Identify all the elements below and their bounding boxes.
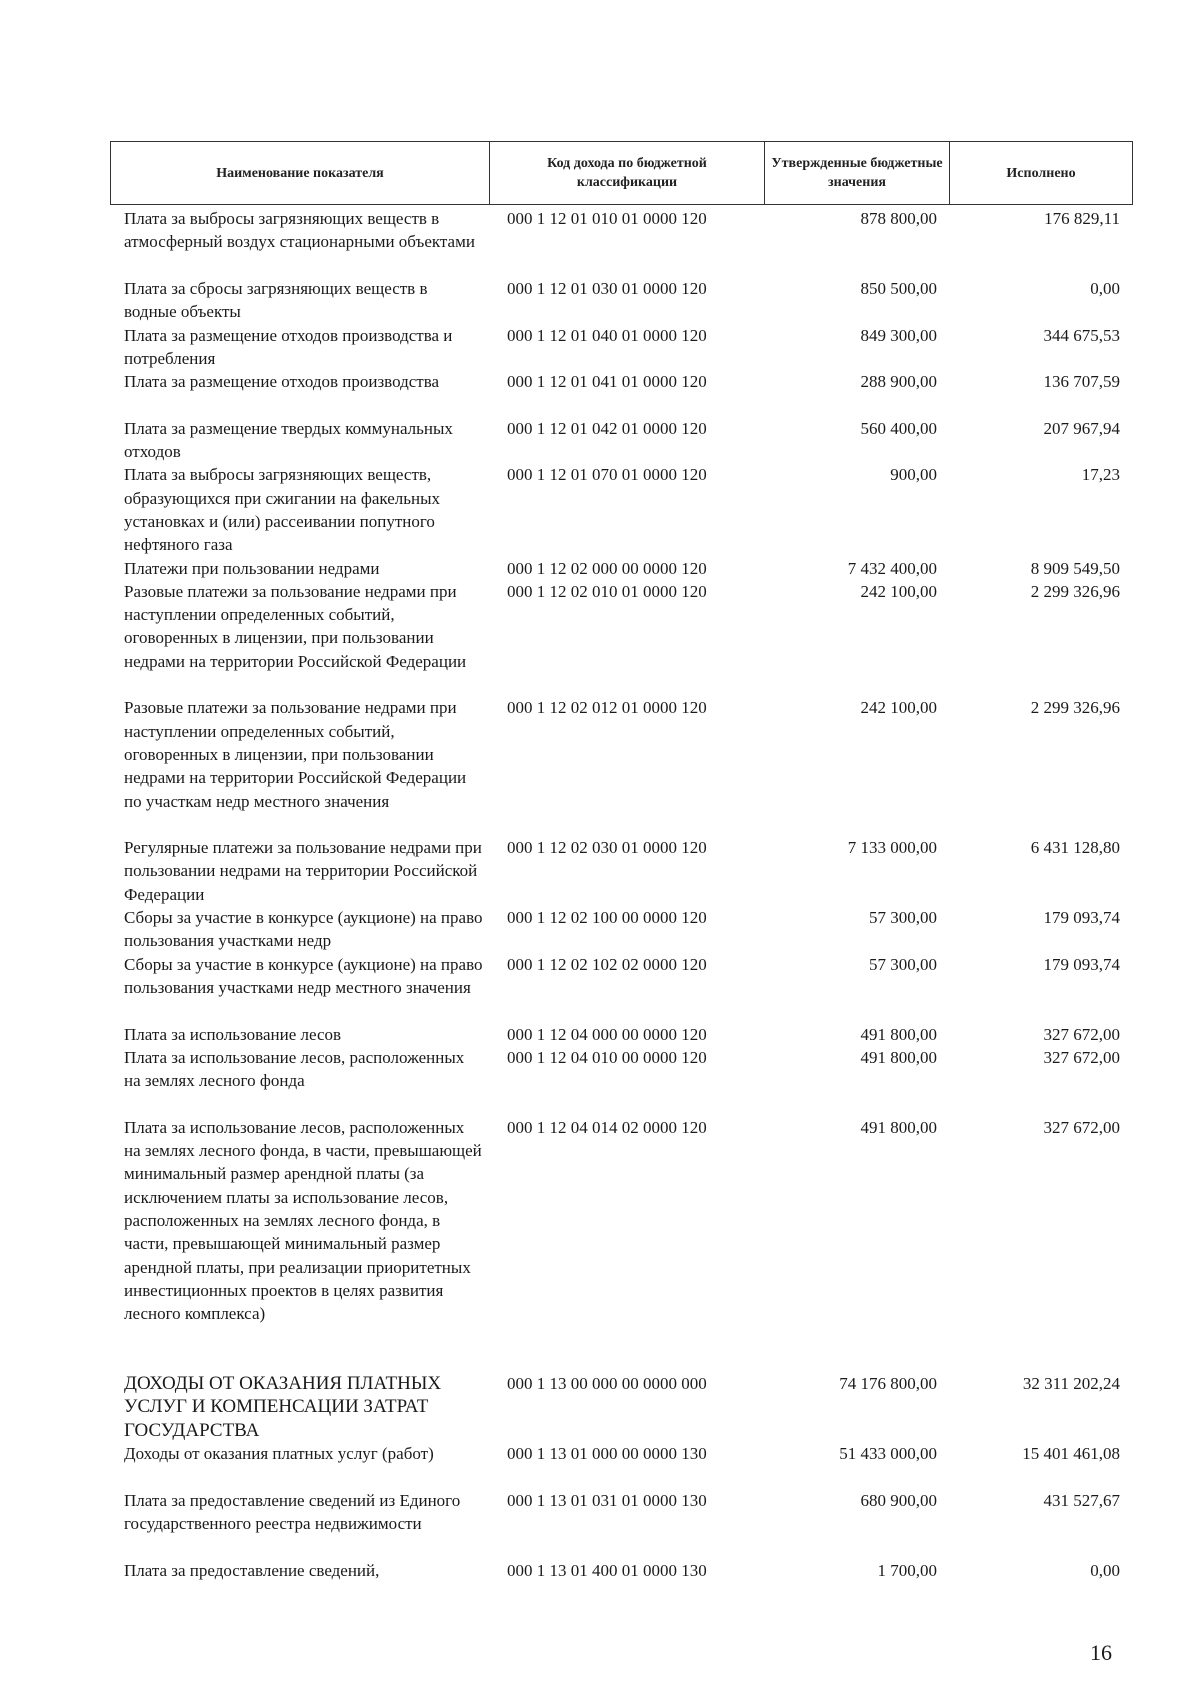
row-name: Плата за использование лесов, расположенных на землях лесного фонда, в части, превышающей минимальный размер арендной платы (за исключением платы за использование лесов, расположенных на землях лесного фонда, в части, превышающей минимальный размер арендной платы, при реализации приоритетных инвестиционных проектов в целях развития лесного комплекса) xyxy=(124,1117,482,1324)
row-executed: 344 675,53 xyxy=(1043,325,1120,345)
page-number: 16 xyxy=(1090,1640,1112,1665)
row-approved: 491 800,00 xyxy=(860,1047,937,1067)
row-approved: 680 900,00 xyxy=(860,1490,937,1510)
row-executed: 179 093,74 xyxy=(1043,908,1120,928)
header-executed: Исполнено xyxy=(950,142,1133,205)
row-executed: 2 299 326,96 xyxy=(1030,698,1120,718)
row-code: 000 1 13 01 031 01 0000 130 xyxy=(507,1490,707,1510)
table-row xyxy=(0,953,1200,1023)
row-name: Плата за размещение твердых коммунальных отходов xyxy=(124,418,453,462)
row-executed: 17,23 xyxy=(1081,465,1120,485)
row-approved: 849 300,00 xyxy=(860,325,937,345)
row-code: 000 1 13 01 400 01 0000 130 xyxy=(507,1560,707,1580)
table-row xyxy=(0,1372,1200,1442)
row-approved: 900,00 xyxy=(890,465,937,485)
row-code: 000 1 12 01 010 01 0000 120 xyxy=(507,209,707,228)
row-name: Разовые платежи за пользование недрами при наступлении определенных событий, оговоренных в лицензии, при пользовании недрами на территории Российской Федерации xyxy=(124,581,467,671)
row-approved: 242 100,00 xyxy=(860,581,937,601)
row-executed: 327 672,00 xyxy=(1043,1117,1120,1137)
row-name: Плата за использование лесов xyxy=(124,1024,342,1044)
row-approved: 57 300,00 xyxy=(869,908,937,928)
row-name: Сборы за участие в конкурсе (аукционе) на право пользования участками недр местного значения xyxy=(124,954,483,997)
row-approved: 560 400,00 xyxy=(860,418,937,438)
table-row xyxy=(0,417,1200,464)
row-approved: 7 432 400,00 xyxy=(847,558,937,578)
table-row xyxy=(0,906,1200,953)
row-code: 000 1 12 04 014 02 0000 120 xyxy=(507,1117,707,1137)
header-name: Наименование показателя xyxy=(111,142,490,205)
row-name: Доходы от оказания платных услуг (работ) xyxy=(124,1444,434,1464)
header-approved: Утвержденные бюджетные значения xyxy=(765,142,950,205)
row-code: 000 1 12 02 010 01 0000 120 xyxy=(507,581,707,601)
row-approved: 491 800,00 xyxy=(860,1117,937,1137)
row-executed: 2 299 326,96 xyxy=(1030,581,1120,601)
table-row xyxy=(0,1489,1200,1559)
row-name: Плата за выбросы загрязняющих веществ в атмосферный воздух стационарными объектами xyxy=(124,209,475,252)
row-executed: 32 311 202,24 xyxy=(1022,1374,1120,1394)
row-executed: 207 967,94 xyxy=(1043,418,1120,438)
row-code: 000 1 12 02 030 01 0000 120 xyxy=(507,838,707,858)
row-approved: 491 800,00 xyxy=(860,1024,937,1044)
row-name: Разовые платежи за пользование недрами при наступлении определенных событий, оговоренных в лицензии, при пользовании недрами на территории Российской Федерации по участкам недр местного значения xyxy=(124,698,467,811)
table-row xyxy=(0,324,1200,371)
table-row xyxy=(0,1116,1200,1372)
row-approved: 850 500,00 xyxy=(860,279,937,298)
row-name: ДОХОДЫ ОТ ОКАЗАНИЯ ПЛАТНЫХ УСЛУГ И КОМПЕНСАЦИИ ЗАТРАТ ГОСУДАРСТВА xyxy=(124,1373,442,1441)
table-header xyxy=(110,141,1133,205)
row-code: 000 1 13 01 000 00 0000 130 xyxy=(507,1444,707,1464)
table-row xyxy=(0,1442,1200,1489)
row-name: Плата за выбросы загрязняющих веществ, образующихся при сжигании на факельных установках и (или) рассеивании попутного нефтяного газа xyxy=(124,465,441,555)
row-code: 000 1 12 04 010 00 0000 120 xyxy=(507,1047,707,1067)
row-executed: 8 909 549,50 xyxy=(1030,558,1120,578)
table-row xyxy=(0,463,1200,556)
row-code: 000 1 13 00 000 00 0000 000 xyxy=(507,1374,707,1394)
row-name: Плата за размещение отходов производства xyxy=(124,372,440,392)
row-name: Плата за использование лесов, расположенных на землях лесного фонда xyxy=(124,1047,465,1091)
row-name: Плата за сбросы загрязняющих веществ в водные объекты xyxy=(124,279,428,322)
row-code: 000 1 12 01 042 01 0000 120 xyxy=(507,418,707,438)
table-row xyxy=(0,1023,1200,1046)
table-row xyxy=(0,277,1200,324)
row-name: Регулярные платежи за пользование недрами при пользовании недрами на территории Российской Федерации xyxy=(124,838,482,904)
row-code: 000 1 12 02 012 01 0000 120 xyxy=(507,698,707,718)
table-row xyxy=(0,1046,1200,1116)
row-executed: 0,00 xyxy=(1090,279,1120,298)
table-row xyxy=(0,1559,1200,1582)
row-executed: 179 093,74 xyxy=(1043,954,1120,974)
table-row xyxy=(0,696,1200,836)
row-approved: 7 133 000,00 xyxy=(847,838,937,858)
table-row xyxy=(0,836,1200,906)
row-executed: 327 672,00 xyxy=(1043,1024,1120,1044)
row-name: Платежи при пользовании недрами xyxy=(124,558,380,578)
table-row xyxy=(0,370,1200,417)
row-name: Плата за размещение отходов производства и потребления xyxy=(124,325,453,368)
row-name: Сборы за участие в конкурсе (аукционе) на право пользования участками недр xyxy=(124,908,483,951)
row-approved: 74 176 800,00 xyxy=(839,1374,937,1394)
row-executed: 15 401 461,08 xyxy=(1022,1444,1120,1464)
row-executed: 431 527,67 xyxy=(1043,1490,1120,1510)
table-row xyxy=(0,580,1200,697)
row-code: 000 1 12 01 070 01 0000 120 xyxy=(507,465,707,485)
row-executed: 176 829,11 xyxy=(1044,209,1120,228)
row-code: 000 1 12 04 000 00 0000 120 xyxy=(507,1024,707,1044)
row-code: 000 1 12 02 100 00 0000 120 xyxy=(507,908,707,928)
table-row xyxy=(0,557,1200,580)
row-executed: 6 431 128,80 xyxy=(1030,838,1120,858)
row-executed: 327 672,00 xyxy=(1043,1047,1120,1067)
row-code: 000 1 12 01 040 01 0000 120 xyxy=(507,325,707,345)
row-approved: 242 100,00 xyxy=(860,698,937,718)
row-code: 000 1 12 01 041 01 0000 120 xyxy=(507,372,707,392)
row-executed: 136 707,59 xyxy=(1043,372,1120,392)
row-approved: 57 300,00 xyxy=(869,954,937,974)
table-body xyxy=(0,207,1200,1582)
row-code: 000 1 12 02 102 02 0000 120 xyxy=(507,954,707,974)
header-code: Код дохода по бюджетной классификации xyxy=(490,142,765,205)
row-name: Плата за предоставление сведений из Единого государственного реестра недвижимости xyxy=(124,1490,461,1533)
row-approved: 288 900,00 xyxy=(860,372,937,392)
row-code: 000 1 12 02 000 00 0000 120 xyxy=(507,558,707,578)
row-approved: 878 800,00 xyxy=(860,209,937,228)
row-code: 000 1 12 01 030 01 0000 120 xyxy=(507,279,707,298)
row-executed: 0,00 xyxy=(1090,1560,1120,1580)
table-row xyxy=(0,207,1200,277)
row-name: Плата за предоставление сведений, xyxy=(124,1560,380,1580)
row-approved: 1 700,00 xyxy=(877,1560,937,1580)
row-approved: 51 433 000,00 xyxy=(839,1444,937,1464)
